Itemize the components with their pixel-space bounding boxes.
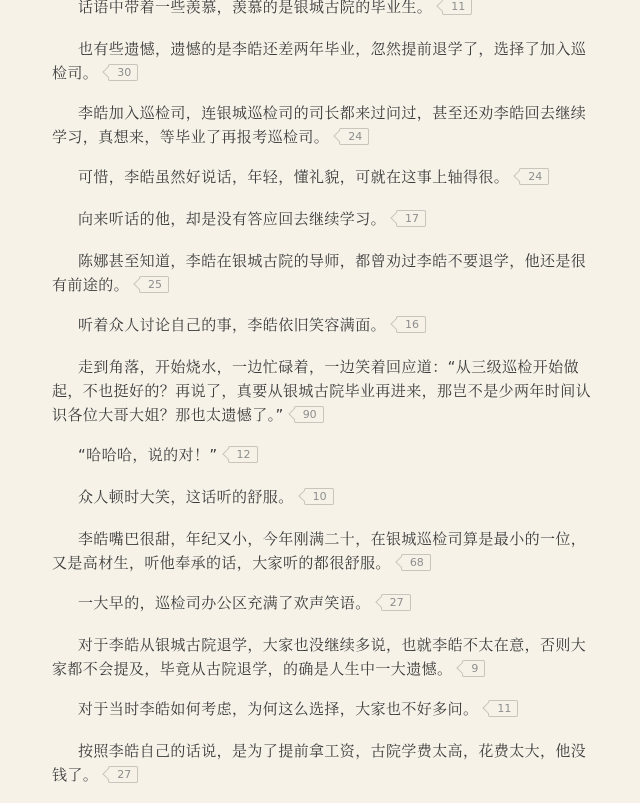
comment-count-badge[interactable]: 27 (381, 594, 411, 611)
paragraph-text: 向来听话的他，却是没有答应回去继续学习。 (78, 210, 387, 228)
paragraph-text: 也有些遗憾，遗憾的是李皓还差两年毕业，忽然提前退学了，选择了加入巡检司。 (52, 40, 587, 82)
comment-count-badge[interactable]: 12 (228, 446, 258, 463)
comment-count-badge[interactable]: 27 (108, 766, 138, 783)
comment-count-badge[interactable]: 25 (139, 276, 169, 293)
paragraph-text: 可惜，李皓虽然好说话，年轻，懂礼貌，可就在这事上轴得很。 (78, 168, 510, 186)
paragraph-text: 众人顿时大笑，这话听的舒服。 (78, 488, 294, 506)
comment-count-badge[interactable]: 68 (401, 554, 431, 571)
paragraph (52, 249, 600, 297)
paragraph-text: “哈哈哈，说的对！” (78, 446, 218, 464)
paragraph (52, 739, 600, 787)
paragraph (52, 633, 600, 681)
paragraph-text: 对于当时李皓如何考虑，为何这么选择，大家也不好多问。 (78, 700, 479, 718)
paragraph-text: 李皓加入巡检司，连银城巡检司的司长都来过问过，甚至还劝李皓回去继续学习，真想来，等毕业了再报考巡检司。 (52, 104, 587, 146)
paragraph (52, 101, 600, 149)
comment-count-badge[interactable]: 10 (304, 488, 334, 505)
comment-count-badge[interactable]: 90 (294, 406, 324, 423)
paragraph-text: 听着众人讨论自己的事，李皓依旧笑容满面。 (78, 316, 387, 334)
paragraph (52, 0, 600, 19)
paragraph (52, 207, 600, 231)
paragraph (52, 313, 600, 337)
paragraph-text: 对于李皓从银城古院退学，大家也没继续多说，也就李皓不太在意，否则大家都不会提及，毕竟从古院退学，的确是人生中一大遗憾。 (52, 636, 587, 678)
paragraph-text: 李皓嘴巴很甜，年纪又小，今年刚满二十，在银城巡检司算是最小的一位，又是高材生，听他奉承的话，大家听的都很舒服。 (52, 530, 587, 572)
comment-count-badge[interactable]: 24 (519, 168, 549, 185)
paragraph (52, 591, 600, 615)
comment-count-badge[interactable]: 9 (462, 660, 485, 677)
paragraph (52, 165, 600, 189)
paragraph-text: 一大早的，巡检司办公区充满了欢声笑语。 (78, 594, 371, 612)
comment-count-badge[interactable]: 24 (339, 128, 369, 145)
paragraph (52, 527, 600, 575)
paragraph-text: 话语中带着一些羡慕，羡慕的是银城古院的毕业生。 (78, 0, 433, 16)
comment-count-badge[interactable]: 16 (396, 316, 426, 333)
paragraph-text: 按照李皓自己的话说，是为了提前拿工资，古院学费太高，花费太大，他没钱了。 (52, 742, 587, 784)
paragraph (52, 697, 600, 721)
paragraph-text: 走到角落，开始烧水，一边忙碌着，一边笑着回应道：“从三级巡检开始做起，不也挺好的？再说了，真要从银城古院毕业再进来，那岂不是少两年时间认识各位大哥大姐？那也太遗憾了。” (52, 358, 592, 424)
chapter-content (52, 0, 600, 803)
paragraph (52, 355, 600, 427)
paragraph (52, 443, 600, 467)
paragraph (52, 485, 600, 509)
paragraph-text: 陈娜甚至知道，李皓在银城古院的导师，都曾劝过李皓不要退学，他还是很有前途的。 (52, 252, 587, 294)
paragraph (52, 37, 600, 85)
comment-count-badge[interactable]: 30 (108, 64, 138, 81)
comment-count-badge[interactable]: 17 (396, 210, 426, 227)
comment-count-badge[interactable]: 11 (488, 700, 518, 717)
comment-count-badge[interactable]: 11 (442, 0, 472, 15)
